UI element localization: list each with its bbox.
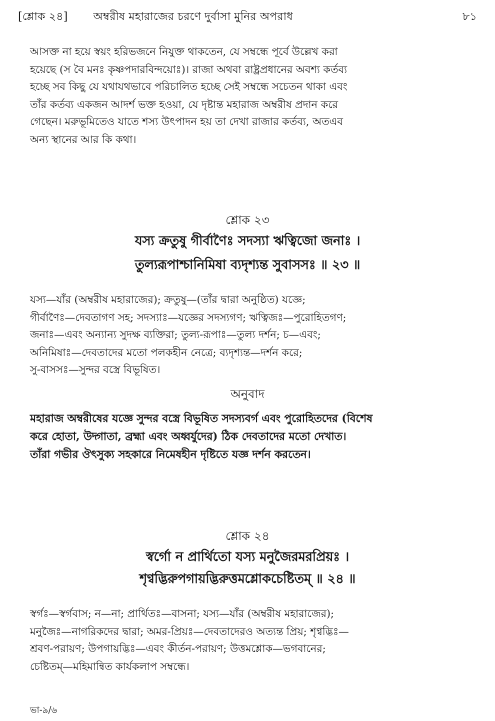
intro-paragraph <box>30 44 476 150</box>
sloka-23-synonyms <box>30 292 476 380</box>
sloka-24-verse-line-2: শৃণ্বদ্ভিরুপগায়দ্ভিরুত্তমশ্লোকচেষ্টিতম্ ॥ ২৪ ॥ <box>139 572 356 587</box>
translation-line: তাঁরা গভীর ঔৎসুক্য সহকারে নিমেষহীন দৃষ্টিতে যজ্ঞ দর্শন করতেন। <box>30 448 311 461</box>
paragraph-line: অন্য স্থানের আর কি কথা। <box>30 133 137 146</box>
synonym-line: গীর্বাণৈঃ—দেবতাগণ সহ; সদস্যাঃ—যজ্ঞের সদস্যগণ; ঋত্বিজঃ—পুরোহিতগণ; <box>30 311 347 324</box>
page-number: ৮১ <box>462 10 477 23</box>
paragraph-line: তাঁর কর্তব্য একজন আদর্শ ভক্ত হওয়া, যে দৃষ্টান্ত মহারাজ অম্বরীষ প্রদান করে <box>30 98 338 111</box>
sloka-23-heading: শ্লোক ২৩ <box>225 213 270 227</box>
sloka-23-verse-line-2: তুল্যরূপাশ্চানিমিষা ব্যদৃশ্যন্ত সুবাসসঃ ॥ ২৩ ॥ <box>134 258 361 273</box>
translation-line: মহারাজ অম্বরীষের যজ্ঞে সুন্দর বস্ত্রে বিভূষিত সদস্যবর্গ এবং পুরোহিতদের (বিশেষ <box>30 412 373 425</box>
paragraph-line: হচ্ছে সব কিছু যে যথাযথভাবে পরিচালিত হচ্ছে সেই সম্বন্ধে সচেতন থাকা এবং <box>30 81 348 94</box>
sloka-23-verse-line-1: যস্য ক্রতুষু গীর্বাণৈঃ সদস্যা ঋত্বিজো জনাঃ । <box>134 234 361 249</box>
sloka-reference: [শ্লোক ২৪] <box>18 10 68 23</box>
sloka-23-translation <box>30 410 476 464</box>
running-header <box>18 8 477 28</box>
paragraph-line: হয়েছে (স বৈ মনঃ কৃষ্ণপদারবিন্দয়োঃ)। রাজা অথবা রাষ্ট্রপ্রধানের অবশ্য কর্তব্য <box>30 63 348 76</box>
sloka-24-heading: শ্লোক ২৪ <box>225 529 270 543</box>
synonym-line: অনিমিষাঃ—দেবতাদের মতো পলকহীন নেত্রে; ব্যদৃশ্যন্ত—দর্শন করে; <box>30 346 303 359</box>
chapter-title: অম্বরীষ মহারাজের চরণে দুর্বাসা মুনির অপরাধ <box>93 10 293 23</box>
paragraph-line: গেছেন। মরুভূমিতেও যাতে শস্য উৎপাদন হয় তা দেখা রাজার কর্তব্য, অতএব <box>30 116 343 129</box>
signature-mark: ভা-৯/৬ <box>30 706 58 716</box>
synonym-line: মনুজৈঃ—নাগরিকদের দ্বারা; অমর-প্রিয়ঃ—দেবতাদেরও অত্যন্ত প্রিয়; শৃণ্বদ্ভিঃ— <box>30 625 349 638</box>
translation-heading: অনুবাদ <box>230 387 265 401</box>
sloka-24-synonyms <box>30 606 476 676</box>
header-left <box>18 8 293 27</box>
translation-line: করে হোতা, উদ্গাতা, ব্রহ্মা এবং অধ্বর্যুদের) ঠিক দেবতাদের মতো দেখাত। <box>30 430 347 443</box>
paragraph-line: আসক্ত না হয়ে স্বয়ং হরিভজনে নিযুক্ত থাকতেন, যে সম্বন্ধে পূর্বে উল্লেখ করা <box>30 46 338 58</box>
synonym-line: যস্য—যাঁর (অম্বরীষ মহারাজের); ক্রতুষু—(তাঁর দ্বারা অনুষ্ঠিত) যজ্ঞে; <box>30 294 306 306</box>
synonym-line: চেষ্টিতম্—মহিমান্বিত কার্যকলাপ সম্বন্ধে। <box>30 660 190 673</box>
synonym-line: জনাঃ—এবং অন্যান্য সুদক্ষ ব্যক্তিরা; তুল্য-রূপাঃ—তুল্য দর্শন; চ—এবং; <box>30 329 321 342</box>
synonym-line: স্বর্গঃ—স্বর্গবাস; ন—না; প্রার্থিতঃ—বাসনা; যস্য—যাঁর (অম্বরীষ মহারাজের); <box>30 608 335 620</box>
synonym-line: সু-বাসসঃ—সুন্দর বস্ত্রে বিভূষিত। <box>30 364 161 377</box>
synonym-line: শ্রবণ-পরায়ণ; উপগায়দ্ভিঃ—এবং কীর্তন-পরায়ণ; উত্তমশ্লোক—ভগবানের; <box>30 643 326 656</box>
sloka-24-verse-line-1: স্বর্গো ন প্রার্থিতো যস্য মনুজৈরমরপ্রিয়ঃ । <box>145 550 350 565</box>
